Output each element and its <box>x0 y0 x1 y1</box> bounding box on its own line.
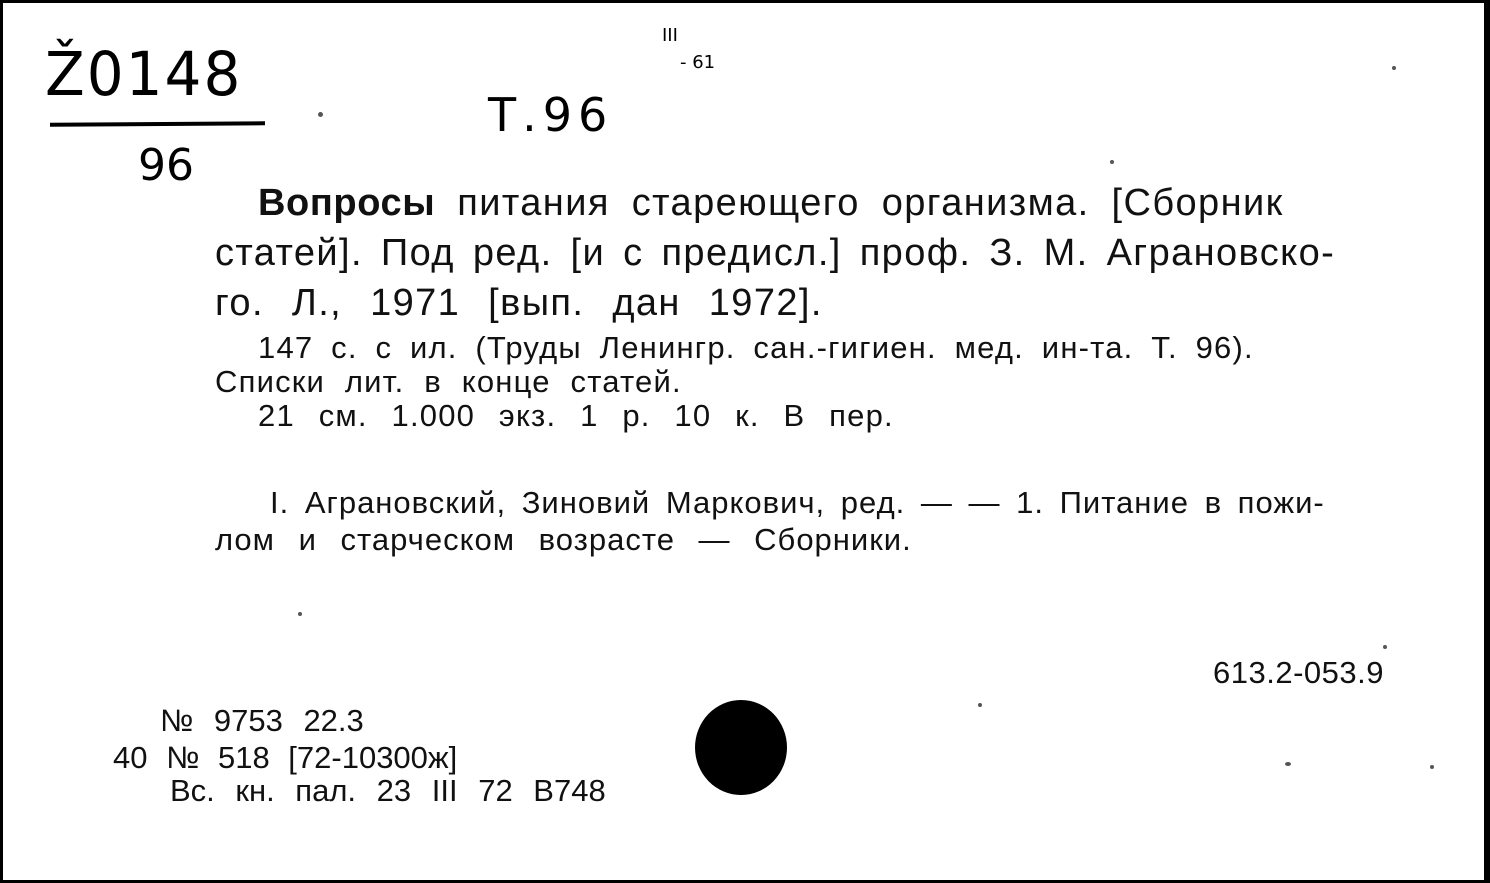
entry-title-bold: Вопросы <box>258 182 436 224</box>
udc-classification: 613.2-053.9 <box>1213 655 1384 690</box>
footer-line-3: Вс. кн. пал. 23 III 72 В748 <box>170 773 606 808</box>
scan-speck <box>1383 645 1387 649</box>
scan-speck <box>298 612 302 616</box>
card-border-top <box>0 0 1490 3</box>
card-border-left <box>0 0 3 883</box>
handwritten-call-number: Ž0148 <box>45 38 243 110</box>
scan-speck <box>318 112 323 117</box>
handwritten-volume: Т.96 <box>488 88 614 142</box>
scan-speck <box>1392 66 1396 70</box>
entry-bibliography-note: Списки лит. в конце статей. <box>215 364 682 399</box>
card-border-right <box>1484 0 1490 883</box>
entry-price-line: 21 см. 1.000 экз. 1 р. 10 к. В пер. <box>258 398 894 433</box>
scan-speck <box>1430 765 1434 769</box>
footer-line-1: № 9753 22.3 <box>160 703 364 738</box>
call-number-divider <box>50 121 265 127</box>
entry-line-1 <box>258 182 1284 225</box>
tracing-line-2: лом и старческом возрасте — Сборники. <box>215 522 912 557</box>
tracing-line-1: I. Аграновский, Зиновий Маркович, ред. — — 1. Питание в пожи- <box>270 485 1325 520</box>
scan-speck <box>978 703 982 707</box>
entry-title-rest: питания стареющего организма. [Сборник <box>457 182 1284 224</box>
entry-line-3: го. Л., 1971 [вып. дан 1972]. <box>215 282 823 324</box>
entry-collation: 147 с. с ил. (Труды Ленингр. сан.-гигиен. мед. ин-та. Т. 96). <box>258 330 1254 365</box>
punch-hole <box>695 700 787 795</box>
handwritten-mark-top: III <box>662 25 678 46</box>
handwritten-mark-bottom: - 61 <box>680 52 716 73</box>
handwritten-call-number-sub: 96 <box>138 140 194 191</box>
footer-line-2: 40 № 518 [72-10300ж] <box>113 740 458 775</box>
entry-line-2: статей]. Под ред. [и с предисл.] проф. З. М. Аграновско- <box>215 232 1336 274</box>
scan-speck <box>1285 762 1291 766</box>
scan-speck <box>1110 160 1114 164</box>
